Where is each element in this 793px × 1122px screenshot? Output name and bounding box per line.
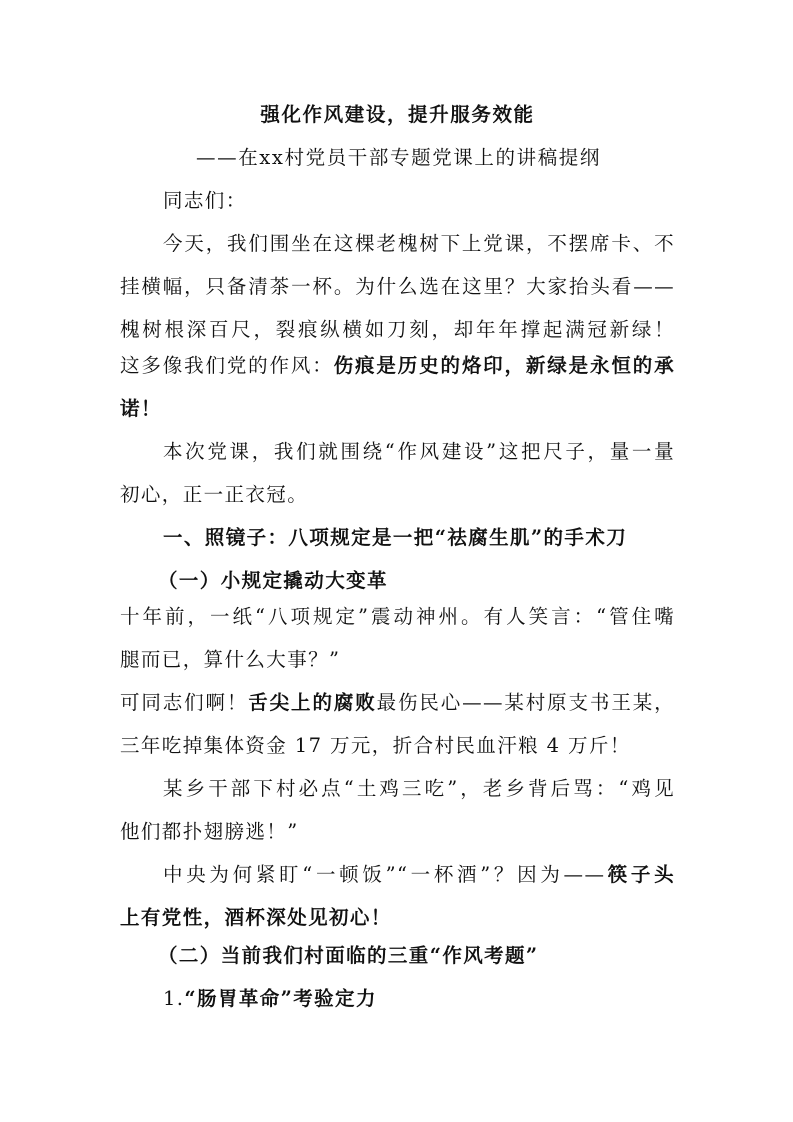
subsection-heading: （一）小规定撬动大变革 <box>158 569 388 592</box>
paragraph-line: 三年吃掉集体资金 17 万元，折合村民血汗粮 4 万斤！ <box>120 734 631 757</box>
paragraph-line: 诺！ <box>120 397 162 420</box>
paragraph-line <box>163 861 675 889</box>
list-item <box>163 985 675 1013</box>
text-normal: 最伤民心——某村原支书王某， <box>376 691 675 714</box>
paragraph-line: 今天，我们围坐在这棵老槐树下上党课，不摆席卡、不 <box>163 232 675 255</box>
greeting: 同志们： <box>163 189 247 212</box>
paragraph-line: 初心，正一正衣冠。 <box>120 483 309 506</box>
text-normal: 中央为何紧盯“一顿饭”“一杯酒”？因为—— <box>163 863 606 886</box>
paragraph-line: 他们都扑翅膀逃！” <box>120 820 299 843</box>
subsection-heading: （二）当前我们村面临的三重“作风考题” <box>158 944 539 967</box>
text-normal: 这多像我们党的作风： <box>120 354 334 377</box>
text-emphasis: 伤痕是历史的烙印，新绿是永恒的承 <box>333 354 675 377</box>
paragraph-line: 十年前，一纸“八项规定”震动神州。有人笑言：“管住嘴 <box>120 605 675 628</box>
text-normal: 可同志们啊！ <box>120 691 249 714</box>
paragraph-line: 腿而已，算什么大事？” <box>120 648 341 671</box>
paragraph-line: 挂横幅，只备清茶一杯。为什么选在这里？大家抬头看—— <box>120 275 675 298</box>
document-subtitle: ——在xx村党员干部专题党课上的讲稿提纲 <box>196 146 601 169</box>
text-emphasis: 舌尖上的腐败 <box>248 691 377 714</box>
list-item-text: “肠胃革命”考验定力 <box>184 987 377 1010</box>
section-heading: 一、照镜子：八项规定是一把“祛腐生肌”的手术刀 <box>163 526 628 549</box>
list-item-number: 1. <box>163 987 185 1010</box>
paragraph-line: 槐树根深百尺，裂痕纵横如刀刻，却年年撑起满冠新绿！ <box>120 318 675 341</box>
paragraph-line: 本次党课，我们就围绕“作风建设”这把尺子，量一量 <box>163 440 675 463</box>
paragraph-line: 上有党性，酒杯深处见初心！ <box>120 906 392 929</box>
document-title: 强化作风建设，提升服务效能 <box>260 103 535 126</box>
text-emphasis: 筷子头 <box>605 863 676 886</box>
paragraph-line <box>120 352 675 380</box>
paragraph-line <box>120 689 675 717</box>
paragraph-line: 某乡干部下村必点“土鸡三吃”，老乡背后骂：“鸡见 <box>163 777 675 800</box>
